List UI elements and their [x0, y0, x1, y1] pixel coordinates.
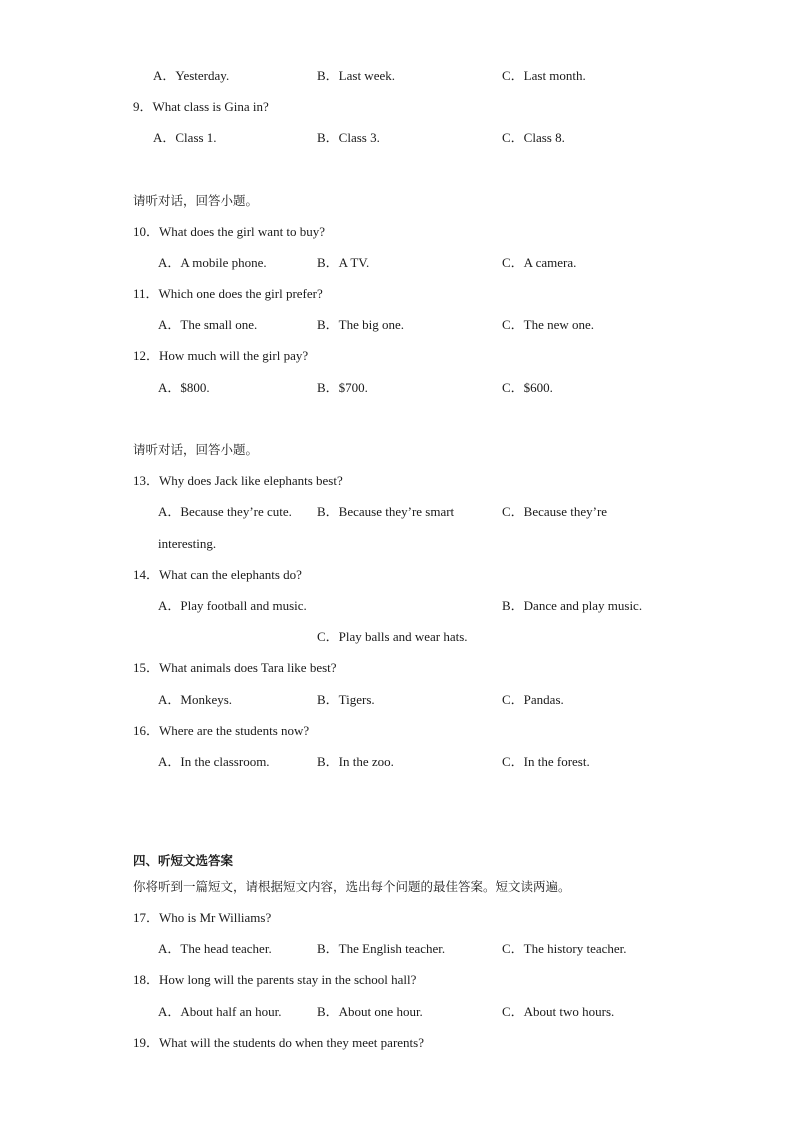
- q13-stem: 13．Why does Jack like elephants best?: [133, 473, 343, 488]
- q13-option-c: C．Because they’re: [502, 504, 608, 519]
- q17-option-b: B．The English teacher.: [317, 941, 446, 956]
- q19-stem: 19．What will the students do when they meet parents?: [133, 1035, 424, 1050]
- q15-option-c: C．Pandas.: [502, 692, 564, 707]
- q9-stem: 9．What class is Gina in?: [133, 99, 269, 114]
- q15-option-b: B．Tigers.: [317, 692, 375, 707]
- q12-stem: 12．How much will the girl pay?: [133, 348, 309, 363]
- q14-stem: 14．What can the elephants do?: [133, 567, 302, 582]
- q8-option-a: A．Yesterday.: [153, 68, 230, 83]
- q11-option-a: A．The small one.: [158, 317, 258, 332]
- q10-option-c: C．A camera.: [502, 255, 577, 270]
- q14-option-c: C．Play balls and wear hats.: [317, 629, 468, 644]
- q12-option-c: C．$600.: [502, 380, 553, 395]
- q18-option-c: C．About two hours.: [502, 1004, 615, 1019]
- q17-option-c: C．The history teacher.: [502, 941, 627, 956]
- q18-option-a: A．About half an hour.: [158, 1004, 282, 1019]
- q11-option-c: C．The new one.: [502, 317, 595, 332]
- q13-option-c-continued: interesting.: [158, 536, 217, 551]
- q17-stem: 17．Who is Mr Williams?: [133, 910, 272, 925]
- dialogue-instruction-1: 请听对话，回答小题。: [133, 193, 259, 208]
- q14-option-a: A．Play football and music.: [158, 598, 307, 613]
- q10-stem: 10．What does the girl want to buy?: [133, 224, 326, 239]
- section-4-title: 四、听短文选答案: [133, 853, 234, 868]
- q9-option-b: B．Class 3.: [317, 130, 380, 145]
- q15-option-a: A．Monkeys.: [158, 692, 233, 707]
- q16-option-b: B．In the zoo.: [317, 754, 394, 769]
- q11-option-b: B．The big one.: [317, 317, 405, 332]
- q12-option-b: B．$700.: [317, 380, 368, 395]
- q11-stem: 11．Which one does the girl prefer?: [133, 286, 323, 301]
- q14-option-b: B．Dance and play music.: [502, 598, 643, 613]
- q15-stem: 15．What animals does Tara like best?: [133, 660, 337, 675]
- q8-option-c: C．Last month.: [502, 68, 586, 83]
- dialogue-instruction-2: 请听对话，回答小题。: [133, 442, 259, 457]
- q13-option-b: B．Because they’re smart: [317, 504, 455, 519]
- q16-option-c: C．In the forest.: [502, 754, 590, 769]
- q9-option-a: A．Class 1.: [153, 130, 217, 145]
- section-4-instruction: 你将听到一篇短文，请根据短文内容，选出每个问题的最佳答案。短文读两遍。: [133, 879, 571, 894]
- q10-option-b: B．A TV.: [317, 255, 370, 270]
- q10-option-a: A．A mobile phone.: [158, 255, 267, 270]
- q12-option-a: A．$800.: [158, 380, 210, 395]
- q18-stem: 18．How long will the parents stay in the school hall?: [133, 972, 417, 987]
- q16-option-a: A．In the classroom.: [158, 754, 270, 769]
- q8-option-b: B．Last week.: [317, 68, 395, 83]
- q9-option-c: C．Class 8.: [502, 130, 565, 145]
- q18-option-b: B．About one hour.: [317, 1004, 423, 1019]
- q16-stem: 16．Where are the students now?: [133, 723, 310, 738]
- q13-option-a: A．Because they’re cute.: [158, 504, 292, 519]
- q17-option-a: A．The head teacher.: [158, 941, 272, 956]
